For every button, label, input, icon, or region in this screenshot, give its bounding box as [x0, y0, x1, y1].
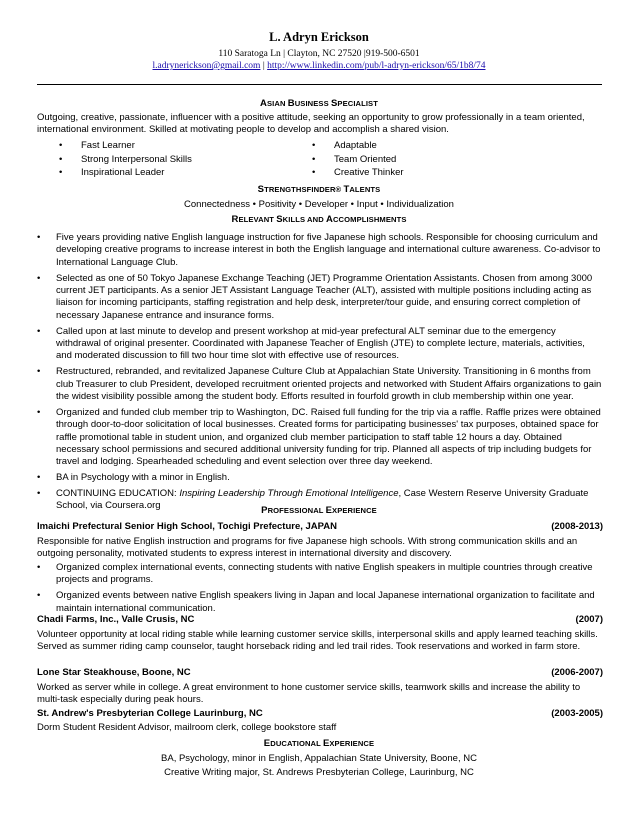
job-dates: (2006-2007) — [551, 667, 603, 678]
bullet-icon: • — [37, 472, 41, 484]
job-description: Responsible for native English instruction and programs for five Japanese high schools. With strong communication skills and an outgoing personality, motivated students to express interest in international diversity and discovery. — [37, 536, 578, 560]
bullet-icon: • — [312, 153, 316, 165]
bullet-icon: • — [37, 590, 41, 602]
bullet-icon: • — [312, 140, 316, 151]
objective-heading: ASIAN BUSINESS SPECIALIST — [260, 98, 378, 109]
accomplishment-item: • Selected as one of 50 Tokyo Japanese Exchange Teaching (JET) Programme Orientation Assistants. Chosen from among 3000 current JET participants. As a senior JET Assistant Language Teacher (ALT), assisted with multiple positions including acting as liaison for incoming participants, staffing registration and help desk, interpreter/tour guide, and ensuring correct completion of necessary Japanese entrance and insurance forms. — [37, 272, 593, 321]
job-bullets — [37, 562, 603, 618]
bullet-icon: • — [37, 325, 41, 337]
email-link[interactable]: l.adrynerickson@gmail.com — [152, 61, 261, 71]
job-description: Dorm Student Resident Advisor, mailroom clerk, college bookstore staff — [37, 722, 337, 733]
job-description: Worked as server while in college. A great environment to hone customer service skills, teamwork skills and increase the ability to multi-task especially during peak hours. — [37, 682, 581, 706]
accomplishment-item: • Restructured, rebranded, and revitalized Japanese Culture Club at Appalachian State University. Transitioning in 6 months from club Treasurer to club President, developed recruitment oriented projects and networked with Student Affairs organizations to gain the widest visibility possible among the student body. Efforts resulted in fourfold growth in club membership within one year. — [37, 366, 602, 403]
continuing-education-item: • CONTINUING EDUCATION: Inspiring Leadership Through Emotional Intelligence, Case Western Reserve University Graduate School, via Coursera.org — [37, 488, 589, 512]
bullet-icon: • — [37, 406, 41, 418]
bullet-icon: • — [59, 167, 63, 179]
accomplishment-item: • Organized and funded club member trip to Washington, DC. Raised full funding for the trip via a raffle. Raffle prizes were obtained through door-to-door solicitation of local businesses. Created forms for participating businesses' tax purposes, obtained space for raffle promotional table in student union, and organized club member participation to staff table 12 hours a day. Obtained necessary school permissions and secured additional university funding for trip. Planned all aspects of trip including budgets for travel and lodging. Spearheaded scheduling and event selection over three day weekend. — [37, 406, 601, 468]
accomplishment-item: • Called upon at last minute to develop and present workshop at mid-year prefectural ALT seminar due to the emergency withdrawal of original presenter. Coordinated with Japanese Teacher of English (JTE) to complete lecture, materials, activities, and moderated discussion to fill two hour time slot with effective use of resources. — [37, 325, 585, 362]
header-divider — [37, 84, 602, 85]
bullet-icon: • — [37, 562, 41, 573]
job-dates: (2007) — [575, 614, 603, 625]
skills-left-column — [59, 140, 289, 181]
job-dates: (2008-2013) — [551, 521, 603, 532]
accomplishments-list — [37, 232, 603, 516]
strengths-heading: STRENGTHSFINDER® TALENTS — [257, 184, 381, 195]
bullet-icon: • — [37, 232, 41, 243]
job-title-chadi-farms: Chadi Farms, Inc., Valle Crusis, NC (2007) — [37, 614, 603, 625]
skill-item: • Team Oriented — [312, 153, 397, 165]
job-bullet-item: • Organized complex international events, connecting students with native English speakers in multiple countries through creative projects and programs. — [37, 562, 593, 586]
skill-item: • Adaptable — [312, 140, 377, 151]
strengths-list: Connectedness • Positivity • Developer • Input • Individualization — [184, 199, 454, 210]
job-dates: (2003-2005) — [551, 708, 603, 719]
bullet-icon: • — [312, 167, 316, 179]
education-heading: EDUCATIONAL EXPERIENCE — [263, 738, 375, 749]
bullet-icon: • — [59, 140, 63, 151]
job-bullet-item: • Organized events between native English speakers living in Japan and local Japanese international organization to facilitate and maintain international communication. — [37, 590, 595, 614]
accomplishment-item: • BA in Psychology with a minor in English. — [37, 472, 230, 484]
address-line: 110 Saratoga Ln | Clayton, NC 27520 |919-500-6501 — [218, 49, 420, 59]
skill-item: • Fast Learner — [59, 140, 135, 151]
skill-item: • Strong Interpersonal Skills — [59, 153, 192, 165]
job-title-st-andrews: St. Andrew's Presbyterian College Laurinburg, NC (2003-2005) — [37, 708, 603, 719]
bullet-icon: • — [37, 272, 41, 284]
relevant-skills-heading: RELEVANT SKILLS AND ACCOMPLISHMENTS — [231, 214, 407, 225]
objective-text: Outgoing, creative, passionate, influencer with a positive attitude, seeking an opportunity to grow professionally in a team oriented, international environment. Skilled at motivating people to develop and accomplish a shared vision. — [37, 112, 585, 136]
accomplishment-item: • Five years providing native English language instruction for five Japanese high schools. Responsible for choosing curriculum and developing creative programs to increase interest in both the English language and international culture awareness. Co-advisor to International Language Club. — [37, 232, 601, 268]
bullet-icon: • — [59, 153, 63, 165]
linkedin-link[interactable]: http://www.linkedin.com/pub/l-adryn-erickson/65/1b8/74 — [267, 61, 486, 71]
education-line: BA, Psychology, minor in English, Appalachian State University, Boone, NC — [161, 753, 477, 764]
job-title-lone-star: Lone Star Steakhouse, Boone, NC (2006-2007) — [37, 667, 603, 678]
education-line: Creative Writing major, St. Andrews Presbyterian College, Laurinburg, NC — [164, 767, 474, 778]
bullet-icon: • — [37, 488, 41, 500]
skill-item: • Creative Thinker — [312, 167, 404, 179]
skills-right-column — [312, 140, 542, 181]
bullet-icon: • — [37, 366, 41, 378]
contact-line — [0, 60, 638, 72]
candidate-name: L. Adryn Erickson — [269, 30, 369, 44]
job-title-imaichi: Imaichi Prefectural Senior High School, Tochigi Prefecture, JAPAN (2008-2013) — [37, 521, 603, 532]
experience-heading: PROFESSIONAL EXPERIENCE — [261, 505, 377, 516]
skill-item: • Inspirational Leader — [59, 167, 165, 179]
contact-separator: | — [260, 61, 268, 71]
job-description: Volunteer opportunity at local riding stable while learning customer service skills, interpersonal skills and apply learned teaching skills. Served as summer riding camp counselor, taught horseback riding and led trail rides. Took reservations and worked in farm store. — [37, 629, 598, 653]
